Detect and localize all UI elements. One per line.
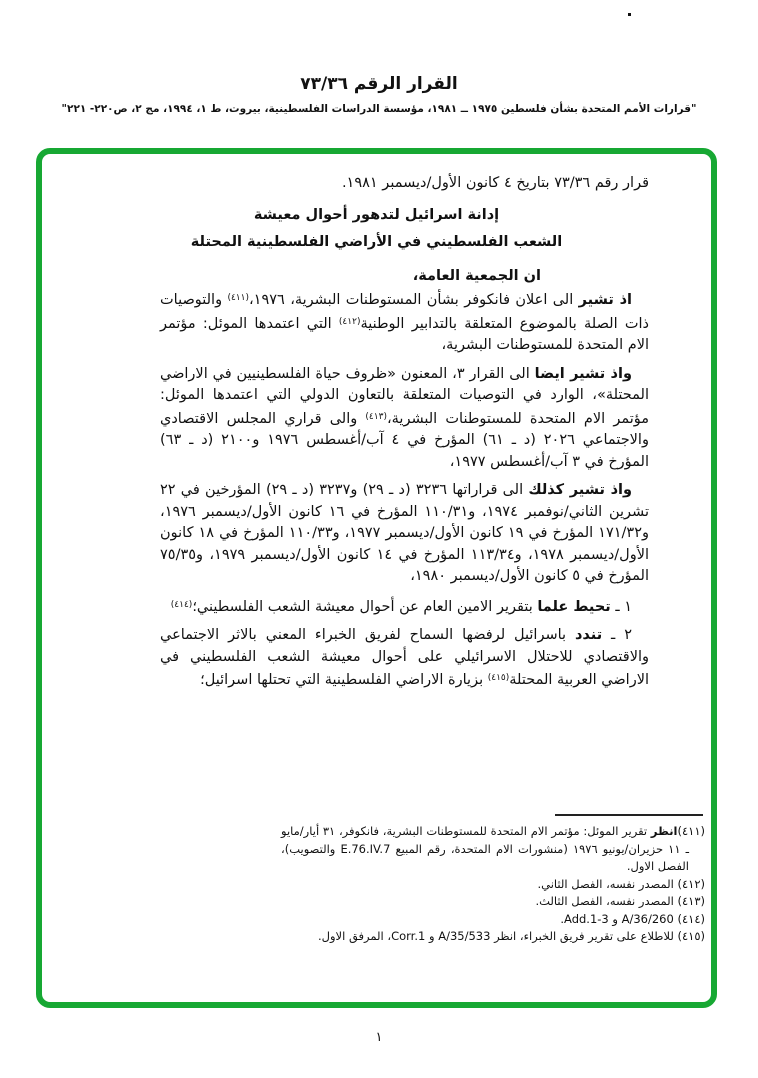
source-citation-line: "قرارات الأمم المتحدة بشأن فلسطين ١٩٧٥ ــ ١٩٨١، مؤسسة الدراسات الفلسطينية، بيروت، ط ١، ١٩٩٤، مج ٢، ص٢٢٠- ٢٢١" bbox=[61, 103, 697, 115]
scan-artifact-dot bbox=[628, 13, 631, 16]
footnote-411: (٤١١)انظر تقرير الموئل: مؤتمر الام المتحدة للمستوطنات البشرية، فانكوفر، ٣١ أيار/مايو ـ ١١ حزيران/يونيو ١٩٧٦ (منشورات الام المتحدة، رقم المبيع E.76.IV.7 والتصويب)، الفصل الاول. bbox=[281, 824, 705, 873]
preamble-paragraph-2: واذ تشير ايضا الى القرار ٣، المعنون «ظروف حياة الفلسطينيين في الاراضي المحتلة»، الوارد في التوصيات المتعلقة بالتعاون الدولي التي اعتمدها الموئل: مؤتمر الام المتحدة للمستوطنات البشرية،$^{(٤١٣)}$ والى قراري المجلس الاقتصادي والاجتماعي ٢٠٢٦ (د ـ ٦١) المؤرخ في ٤ آب/أغسطس ١٩٧٦ و٢١٠٠ (د ـ ٦٣) المؤرخ في ٣ آب/أغسطس ١٩٧٧، bbox=[160, 365, 649, 470]
document-frame bbox=[36, 148, 717, 1008]
preamble-paragraph-3: واذ تشير كذلك الى قراراتها ٣٢٣٦ (د ـ ٢٩) و٣٢٣٧ (د ـ ٢٩) المؤرخين في ٢٢ تشرين الثاني/نوفمبر ١٩٧٤، و١١٠/٣١ المؤرخ في ١٦ كانون الأول/ديسمبر ١٩٧٦، و١٧١/٣٢ المؤرخ في ١٩ كانون الأول/ديسمبر ١٩٧٧، و١١٠/٣٣ المؤرخ في ١٨ كانون الأول/ديسمبر ١٩٧٨، و١١٣/٣٤ المؤرخ في ١٤ كانون الأول/ديسمبر ١٩٧٩، و٧٥/٣٥ المؤرخ في ٥ كانون الأول/ديسمبر ١٩٨٠، bbox=[160, 482, 650, 584]
footnote-414: (٤١٤) A/36/260 و Add.1-3. bbox=[560, 911, 705, 926]
footnote-413: (٤١٣) المصدر نفسه، الفصل الثالث. bbox=[535, 894, 705, 908]
operative-paragraph-1: ١ ـ تحيط علما بتقرير الامين العام عن أحوال معيشة الشعب الفلسطيني؛$^{(٤١٤)}$ bbox=[170, 598, 632, 615]
footnotes-block bbox=[281, 814, 705, 946]
resolution-number-title: القرار الرقم ٧٣/٣٦ bbox=[300, 74, 458, 94]
footnote-415: (٤١٥) للاطلاع على تقرير فريق الخبراء، انظر A/35/533 و Corr.1، المرفق الاول. bbox=[317, 929, 705, 943]
preamble-paragraph-1: اذ تشير الى اعلان فانكوفر بشأن المستوطنات البشرية، ١٩٧٦،$^{(٤١١)}$ والتوصيات ذات الصلة بالموضوع المتعلقة بالتدابير الوطنية$^{(٤١٢)}$ التي اعتمدها الموئل: مؤتمر الام المتحدة للمستوطنات البشرية، bbox=[160, 292, 650, 353]
page-number: ١ bbox=[375, 1030, 383, 1045]
document-content bbox=[42, 154, 711, 1002]
resolution-subject bbox=[42, 202, 711, 256]
resolution-date-line: قرار رقم ٧٣/٣٦ بتاريخ ٤ كانون الأول/ديسمبر ١٩٨١. bbox=[341, 175, 649, 191]
footnote-412: (٤١٢) المصدر نفسه، الفصل الثاني. bbox=[537, 876, 705, 891]
page-header bbox=[0, 74, 758, 115]
subject-line-2: الشعب الفلسطيني في الأراضي الفلسطينية المحتلة bbox=[190, 234, 563, 250]
paragraph-block bbox=[160, 288, 649, 692]
subject-line-1: إدانة اسرائيل لتدهور أحوال معيشة bbox=[253, 207, 500, 223]
resolution-body bbox=[42, 268, 711, 692]
general-assembly-opening: ان الجمعية العامة، bbox=[412, 268, 541, 284]
operative-paragraph-2: ٢ ـ تندد باسرائيل لرفضها السماح لفريق الخبراء المعني بالاثر الاجتماعي والاقتصادي للاحتلال الاسرائيلي على أحوال معيشة الشعب الفلسطيني في الاراضي العربية المحتلة$^{(٤١٥)}$ بزيارة الاراضي الفلسطينية التي تحتلها اسرائيل؛ bbox=[160, 627, 649, 688]
footnote-separator-rule bbox=[555, 814, 703, 816]
